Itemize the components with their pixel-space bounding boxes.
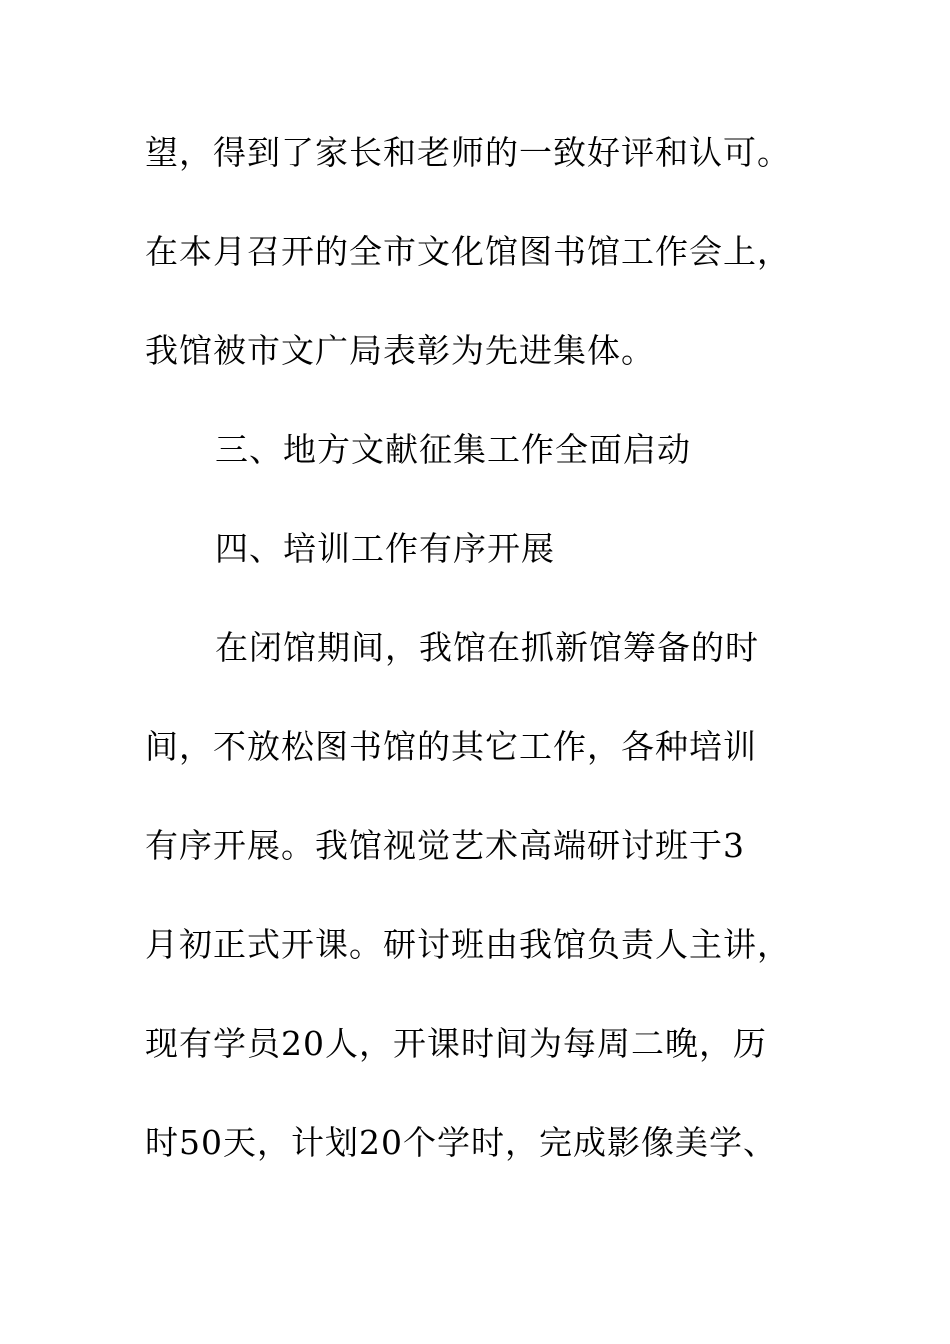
section-heading: 四、培训工作有序开展 bbox=[215, 529, 555, 568]
text-line: 我馆被市文广局表彰为先进集体。 bbox=[145, 331, 655, 370]
text-line: 现有学员20人，开课时间为每周二晚，历 bbox=[145, 1024, 767, 1063]
text-line: 有序开展。我馆视觉艺术高端研讨班于3 bbox=[145, 826, 745, 865]
text-line: 间，不放松图书馆的其它工作，各种培训 bbox=[145, 727, 757, 766]
text-line: 时50天，计划20个学时，完成影像美学、 bbox=[145, 1123, 777, 1162]
text-line: 在本月召开的全市文化馆图书馆工作会上， bbox=[145, 232, 791, 271]
paragraph-first-line: 在闭馆期间，我馆在抓新馆筹备的时 bbox=[215, 628, 759, 667]
text-line: 望，得到了家长和老师的一致好评和认可。 bbox=[145, 133, 791, 172]
text-line: 月初正式开课。研讨班由我馆负责人主讲， bbox=[145, 925, 791, 964]
section-heading: 三、地方文献征集工作全面启动 bbox=[215, 430, 691, 469]
